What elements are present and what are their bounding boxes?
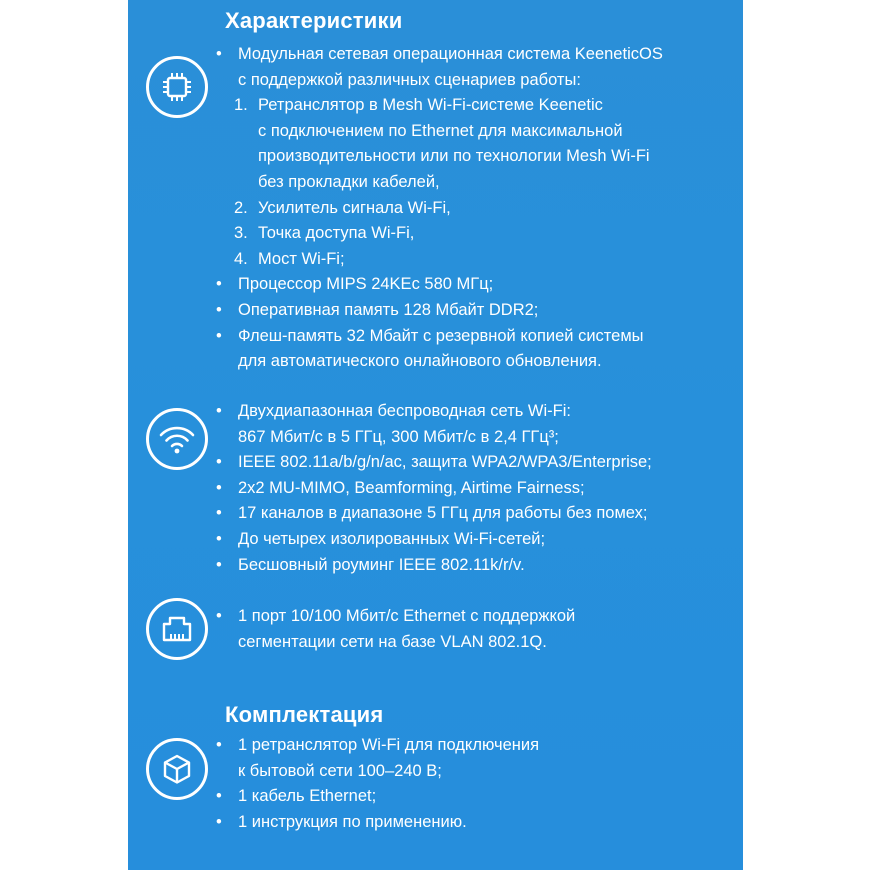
list-item bbox=[216, 501, 736, 527]
bullet: • bbox=[216, 812, 222, 831]
bullet: • bbox=[216, 275, 222, 294]
list-item bbox=[216, 527, 736, 553]
bullet: • bbox=[216, 504, 222, 523]
list-item bbox=[216, 324, 736, 375]
list-item bbox=[216, 247, 736, 273]
wifi-text: Двухдиапазонная беспроводная сеть Wi-Fi: bbox=[238, 402, 571, 420]
mode-text: Точка доступа Wi-Fi, bbox=[258, 224, 415, 243]
mode-number: 2. bbox=[234, 198, 248, 217]
list-item bbox=[216, 604, 736, 655]
bullet: • bbox=[216, 529, 222, 548]
bullet: • bbox=[216, 326, 222, 345]
list-item bbox=[216, 298, 736, 324]
ethernet-port-icon bbox=[146, 598, 208, 660]
ethernet-text: 1 порт 10/100 Мбит/с Ethernet с поддержкой bbox=[238, 607, 576, 625]
list-item bbox=[216, 399, 736, 450]
wifi-text: 17 каналов в диапазоне 5 ГГц для работы без помех; bbox=[238, 504, 648, 523]
mode-text: без прокладки кабелей, bbox=[258, 172, 440, 191]
os-line-2: с поддержкой различных сценариев работы: bbox=[238, 70, 581, 89]
list-item bbox=[216, 221, 736, 247]
os-section bbox=[216, 42, 736, 375]
list-item bbox=[216, 42, 736, 93]
package-text: к бытовой сети 100–240 В; bbox=[238, 761, 442, 780]
hardware-text: Флеш-память 32 Мбайт с резервной копией системы bbox=[238, 326, 644, 345]
list-item bbox=[216, 450, 736, 476]
wifi-text: 867 Мбит/с в 5 ГГц, 300 Мбит/с в 2,4 ГГц³; bbox=[238, 427, 559, 446]
package-section bbox=[216, 733, 736, 835]
package-text: 1 инструкция по применению. bbox=[238, 812, 467, 831]
hardware-text: Процессор MIPS 24KEc 580 МГц; bbox=[238, 275, 494, 294]
ethernet-text: сегментации сети на базе VLAN 802.1Q. bbox=[238, 632, 547, 651]
hardware-text: для автоматического онлайнового обновления. bbox=[238, 352, 602, 371]
wifi-text: IEEE 802.11a/b/g/n/ac, защита WPA2/WPA3/Enterprise; bbox=[238, 453, 652, 472]
box-icon bbox=[146, 738, 208, 800]
mode-text: Мост Wi-Fi; bbox=[258, 249, 345, 268]
wifi-icon bbox=[146, 408, 208, 470]
bullet: • bbox=[216, 736, 222, 754]
mode-text: Ретранслятор в Mesh Wi-Fi-системе Keenetic bbox=[258, 96, 603, 115]
list-item bbox=[216, 196, 736, 222]
list-item bbox=[216, 476, 736, 502]
chip-icon bbox=[146, 56, 208, 118]
package-text: 1 кабель Ethernet; bbox=[238, 787, 377, 806]
bullet: • bbox=[216, 300, 222, 319]
mode-number: 3. bbox=[234, 224, 248, 243]
bullet: • bbox=[216, 45, 222, 63]
list-item bbox=[216, 733, 736, 784]
mode-text: с подключением по Ethernet для максимальной bbox=[258, 121, 623, 140]
bullet: • bbox=[216, 453, 222, 472]
list-item bbox=[216, 553, 736, 579]
wifi-section bbox=[216, 399, 736, 578]
list-item bbox=[216, 272, 736, 298]
list-item bbox=[216, 784, 736, 810]
ethernet-section bbox=[216, 604, 736, 655]
list-item bbox=[216, 810, 736, 836]
mode-number: 4. bbox=[234, 249, 248, 268]
bullet: • bbox=[216, 607, 222, 625]
specs-heading: Характеристики bbox=[225, 8, 403, 33]
wifi-text: 2x2 MU-MIMO, Beamforming, Airtime Fairness; bbox=[238, 478, 585, 497]
bullet: • bbox=[216, 555, 222, 574]
package-heading: Комплектация bbox=[225, 702, 384, 727]
wifi-text: Бесшовный роуминг IEEE 802.11k/r/v. bbox=[238, 555, 525, 574]
bullet: • bbox=[216, 478, 222, 497]
hardware-text: Оперативная память 128 Мбайт DDR2; bbox=[238, 300, 539, 319]
mode-number: 1. bbox=[234, 96, 248, 115]
package-text: 1 ретранслятор Wi-Fi для подключения bbox=[238, 736, 540, 754]
os-line-1: Модульная сетевая операционная система KeeneticOS bbox=[238, 45, 663, 63]
wifi-text: До четырех изолированных Wi-Fi-сетей; bbox=[238, 529, 546, 548]
mode-text: Усилитель сигнала Wi-Fi, bbox=[258, 198, 451, 217]
bullet: • bbox=[216, 402, 222, 420]
bullet: • bbox=[216, 787, 222, 806]
list-item bbox=[216, 93, 736, 195]
spec-panel bbox=[128, 0, 743, 870]
mode-text: производительности или по технологии Mesh Wi-Fi bbox=[258, 147, 650, 166]
